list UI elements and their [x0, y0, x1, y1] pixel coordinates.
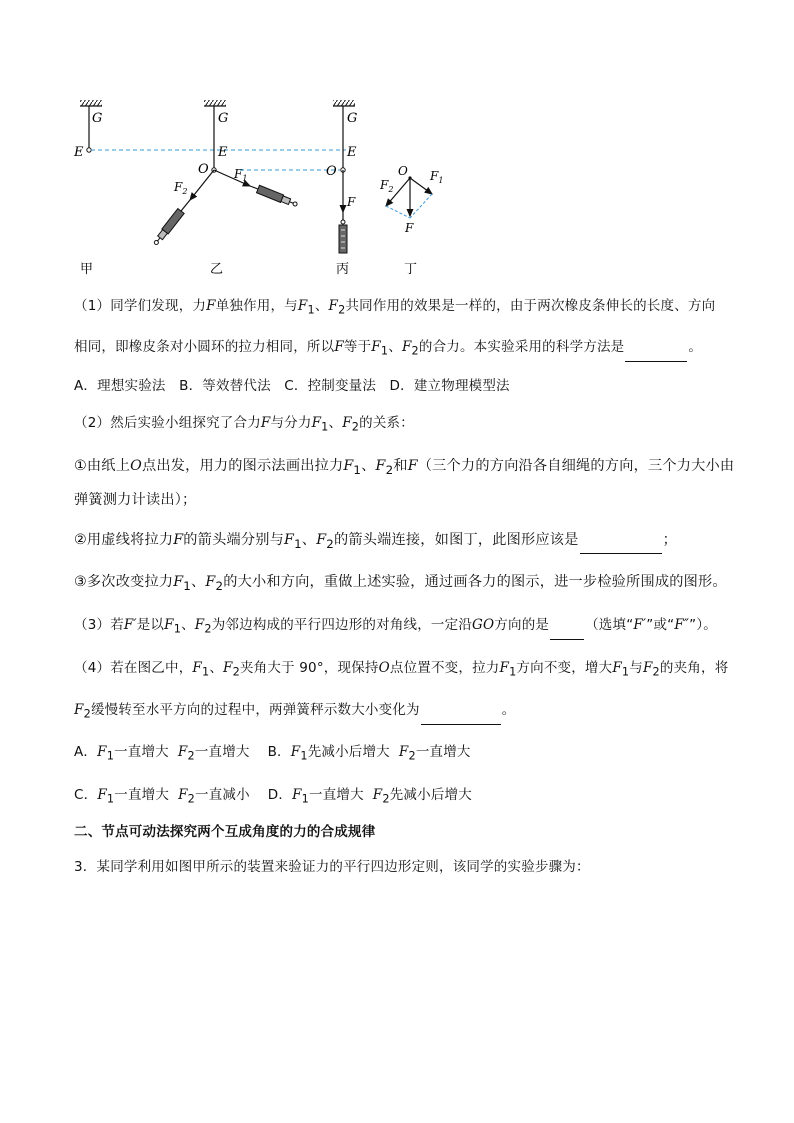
q4-line1: （4）若在图乙中，$F_1$、$F_2$夹角大于 90°，现保持O点位置不变，拉力$F_1$方向不变，增大$F_1$与$F_2$的夹角，将: [74, 660, 729, 679]
svg-text:F1: $F_1$: [430, 169, 444, 185]
q2-intro: （2）然后实验小组探究了合力F与分力$F_1$、$F_2$的关系：: [74, 415, 414, 434]
section-heading: 二、节点可动法探究两个互成角度的力的合成规律: [74, 824, 376, 840]
caption-bing: 丙: [336, 262, 350, 277]
answer-blank-1[interactable]: [625, 347, 687, 362]
caption-jia: 甲: [80, 262, 94, 277]
q5-line: 3．某同学利用如图甲所示的装置来验证力的平行四边形定则，该同学的实验步骤为：: [74, 859, 590, 875]
label-G: G: [92, 111, 103, 126]
q1-line2: 相同，即橡皮条对小圆环的拉力相同，所以F等于$F_1$、$F_2$的合力。本实验采用的科学方法是 。: [74, 337, 702, 362]
answer-blank-4[interactable]: [421, 710, 501, 725]
q2-step3: ③多次改变拉力$F_1$、$F_2$的大小和方向，重做上述实验，通过画各力的图示，进一步检验所围成的图形。: [74, 574, 727, 593]
svg-text:F: F: [347, 195, 356, 209]
svg-text:F1: $F_1$: [234, 167, 248, 183]
answer-blank-3[interactable]: [550, 625, 584, 640]
q3-line: （3）若F′是以$F_1$、$F_2$为邻边构成的平行四边形的对角线，一定沿GO方向的是 （选填“F′”或“F″”）。: [74, 615, 717, 640]
svg-text:O: O: [326, 164, 337, 179]
answer-blank-2[interactable]: [580, 539, 662, 554]
q2-step2: ②用虚线将拉力F的箭头端分别与$F_1$、$F_2$的箭头端连接，如图丁，此图形应该是 ；: [74, 530, 677, 554]
svg-text:E: E: [218, 145, 228, 160]
svg-text:G: G: [347, 111, 358, 126]
q1-line1: （1）同学们发现，力F单独作用，与$F_1$、$F_2$共同作用的效果是一样的，由于两次橡皮条伸长的长度、方向: [74, 298, 716, 317]
svg-text:G: G: [218, 111, 229, 126]
figure-bing: [326, 100, 357, 277]
caption-ding: 丁: [404, 262, 418, 277]
q1-options: A．理想实验法 B．等效替代法 C．控制变量法 D．建立物理模型法: [74, 378, 510, 394]
svg-text:F: F: [405, 221, 414, 235]
q4-line2: $F_2$缓慢转至水平方向的过程中，两弹簧秤示数大小变化为 。: [74, 700, 515, 725]
q2-step1-line1: ①由纸上O点出发，用力的图示法画出拉力$F_1$、$F_2$和F（三个力的方向沿各自细绳的方向，三个力大小由: [74, 458, 735, 477]
figure-yi: [152, 100, 298, 277]
figure-jia: [73, 100, 102, 277]
q4-options-ab: A．$F_1$一直增大 $F_2$一直增大 B．$F_1$先减小后增大 $F_2$一直增大: [74, 744, 471, 763]
label-E: E: [74, 145, 84, 160]
svg-text:O: O: [398, 164, 408, 178]
caption-yi: 乙: [210, 262, 224, 277]
q4-options-cd: C．$F_1$一直增大 $F_2$一直减小 D．$F_1$一直增大 $F_2$先减小后增大: [74, 787, 472, 806]
svg-text:O: O: [198, 162, 209, 177]
force-composition-figure: [0, 0, 794, 290]
figure-ding: [379, 164, 443, 277]
svg-text:F2: $F_2$: [380, 178, 394, 194]
q2-step1-line2: 弹簧测力计读出）；: [74, 492, 197, 508]
svg-text:E: E: [347, 145, 357, 160]
svg-text:F2: $F_2$: [174, 180, 188, 196]
